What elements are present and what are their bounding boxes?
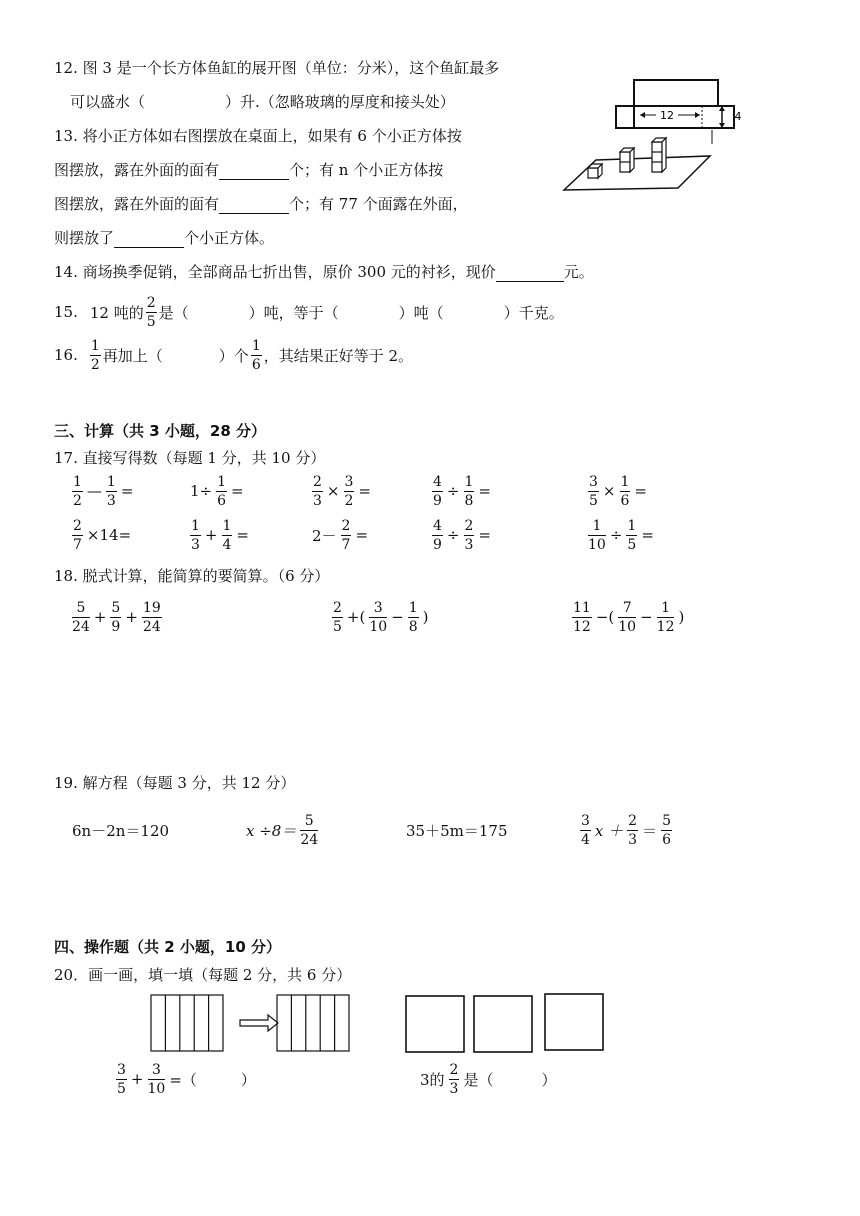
q15-text-d: ）吨（ [398, 303, 444, 322]
q13-line4-a: 则摆放了 [54, 229, 115, 247]
q18-title: 18. 脱式计算，能简算的要简算。（6 分） [54, 567, 330, 585]
q17-item-8: 2－ $\frac{2}{7}$ = [312, 517, 369, 553]
q12-line2-a: 可以盛水（ [70, 93, 146, 111]
q12-line1: 12. 图 3 是一个长方体鱼缸的展开图（单位：分米），这个鱼缸最多 [54, 59, 500, 77]
section-3-heading: 三、计算（共 3 小题，28 分） [54, 422, 266, 440]
q17-title: 17. 直接写得数（每题 1 分，共 10 分） [54, 449, 326, 467]
q20-squares-diagram [404, 992, 608, 1054]
q14-line [54, 262, 594, 282]
q16-number: 16. [54, 346, 78, 364]
q16-line [54, 335, 413, 375]
q13-blank-1[interactable] [219, 163, 289, 180]
q15-fraction: $\frac{2}{5}$ [146, 294, 156, 330]
q13-line1: 13. 将小正方体如右图摆放在桌面上，如果有 6 个小正方体按 [54, 127, 462, 145]
q18-expr-3: $\frac{11}{12}$ −( $\frac{7}{10}$ − $\frac{1}{12}$ ) [573, 599, 685, 635]
q17-item-10: $\frac{1}{10}$ ÷ $\frac{1}{5}$ = [588, 517, 654, 553]
fig-label-height: 4 [734, 110, 742, 123]
q19-title: 19. 解方程（每题 3 分，共 12 分） [54, 774, 296, 792]
q17-item-4: $\frac{4}{9}$ ÷ $\frac{1}{8}$ = [433, 473, 491, 509]
q17-item-7: $\frac{1}{3}$ + $\frac{1}{4}$ = [191, 517, 249, 553]
q13-blank-3[interactable] [114, 231, 184, 248]
q14-text-b: 元。 [563, 263, 594, 281]
q14-text-a: 14. 商场换季促销，全部商品七折出售，原价 300 元的衬衫，现价 [54, 263, 496, 281]
q12-line2-b: ）升.（忽略玻璃的厚度和接头处） [225, 93, 455, 111]
q18-expr-1: $\frac{5}{24}$ + $\frac{5}{9}$ + $\frac{19}{24}$ [72, 599, 161, 635]
q13-line4 [54, 228, 274, 248]
q16-fraction-2: $\frac{1}{6}$ [251, 337, 261, 373]
q15-number: 15. [54, 303, 78, 321]
fig-label-length: 12 [660, 109, 674, 122]
q13-line4-b: 个小正方体。 [184, 229, 275, 247]
q13-line3-a: 图摆放，露在外面的面有 [54, 195, 220, 213]
q19-eq-1: 6n－2n＝120 [72, 821, 170, 840]
section-4-heading: 四、操作题（共 2 小题，10 分） [54, 938, 281, 956]
q13-line2 [54, 160, 443, 180]
q19-eq-2: x ÷8＝ $\frac{5}{24}$ [246, 812, 319, 848]
q15-text-a: 12 吨的 [89, 303, 144, 322]
q16-fraction-1: $\frac{1}{2}$ [90, 337, 100, 373]
q17-item-9: $\frac{4}{9}$ ÷ $\frac{2}{3}$ = [433, 517, 491, 553]
q15-line [54, 292, 564, 332]
q19-eq-4: $\frac{3}{4}$ x ＋ $\frac{2}{3}$ ＝ $\frac{5}{6}$ [581, 812, 672, 848]
q17-item-3: $\frac{2}{3}$ × $\frac{3}{2}$ = [313, 473, 371, 509]
q15-text-e: ）千克。 [503, 303, 564, 322]
q13-line3-b: 个；有 77 个面露在外面， [289, 195, 468, 213]
q16-text-b: ）个 [218, 346, 249, 365]
q17-item-1: $\frac{1}{2}$ — $\frac{1}{3}$ = [73, 473, 134, 509]
q15-text-c: ）吨，等于（ [248, 303, 339, 322]
q20-left-expression: $\frac{3}{5}$ + $\frac{3}{10}$ =（ ） [117, 1061, 256, 1097]
q15-text-b: 是（ [158, 303, 189, 322]
q13-line3 [54, 194, 468, 214]
q19-eq-3: 35＋5m＝175 [406, 821, 508, 840]
q17-item-6: $\frac{2}{7}$ ×14= [73, 517, 132, 553]
q16-text-c: ，其结果正好等于 2。 [263, 346, 414, 365]
q13-blank-2[interactable] [219, 197, 289, 214]
q16-text-a: 再加上（ [102, 346, 163, 365]
q17-item-2: 1÷ $\frac{1}{6}$ = [190, 473, 244, 509]
q17-item-5: $\frac{3}{5}$ × $\frac{1}{6}$ = [589, 473, 647, 509]
stacked-cubes-figure [560, 130, 712, 196]
q12-line2 [70, 92, 455, 112]
q13-line2-b: 个；有 n 个小正方体按 [289, 161, 444, 179]
q20-right-expression: 3的 $\frac{2}{3}$ 是（ ） [420, 1061, 557, 1097]
q20-title: 20．画一画，填一填（每题 2 分，共 6 分） [54, 966, 352, 984]
q18-expr-2: $\frac{2}{5}$ +( $\frac{3}{10}$ − $\frac{1}{8}$ ) [333, 599, 429, 635]
q13-line2-a: 图摆放，露在外面的面有 [54, 161, 220, 179]
q14-blank[interactable] [496, 265, 564, 282]
q20-strip-diagram [150, 994, 380, 1054]
